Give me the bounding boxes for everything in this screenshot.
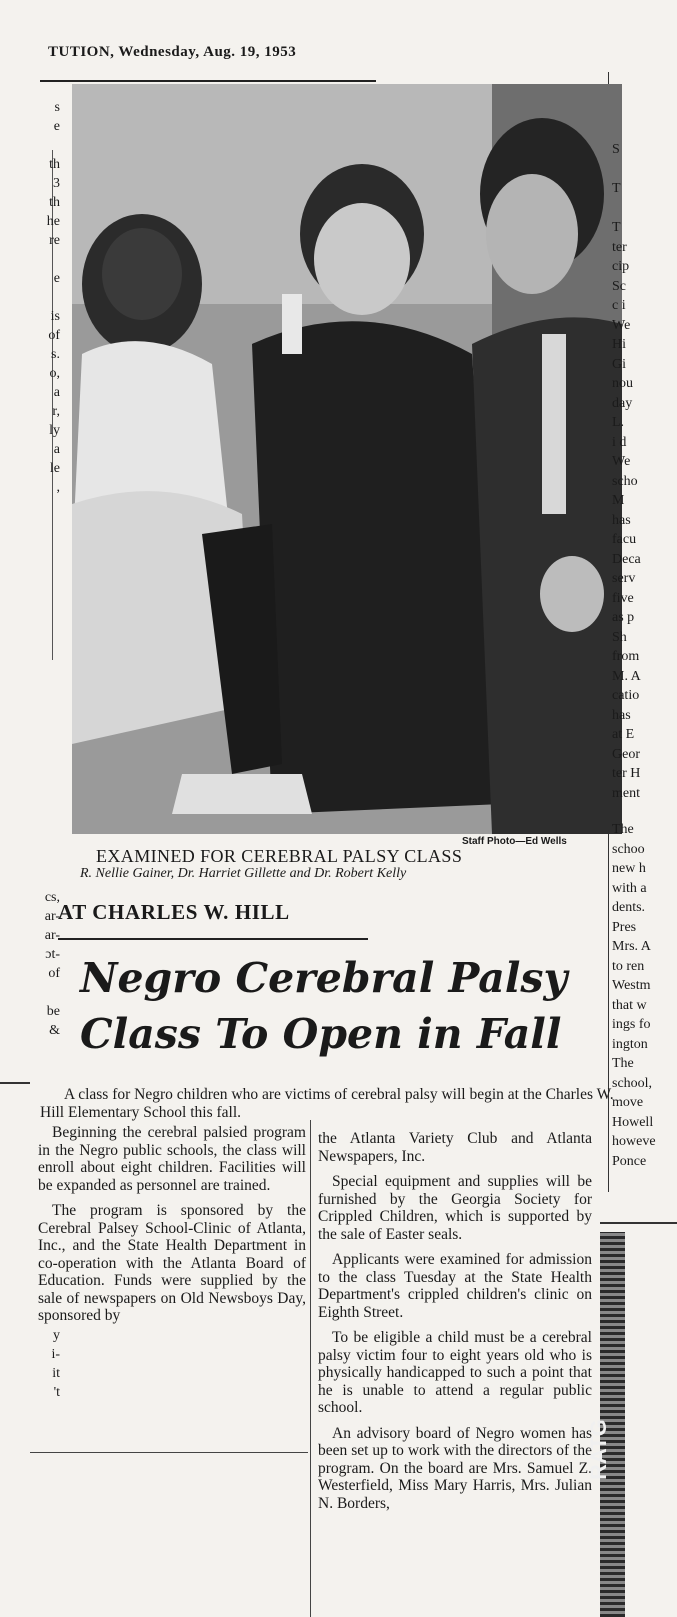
- fragment-line: T: [612, 181, 621, 196]
- fragment-line: it: [52, 1366, 60, 1381]
- fragment-line: T: [612, 220, 621, 235]
- fragment-line: that w: [612, 997, 647, 1013]
- fragment-line: howeve: [612, 1134, 656, 1149]
- fragment-line: ,: [56, 480, 60, 495]
- fragment-line: dents.: [612, 900, 646, 915]
- fragment-line: of: [48, 328, 60, 343]
- fragment-line: has: [612, 512, 631, 528]
- fragment-line: he: [46, 214, 60, 229]
- fragment-line: We: [612, 317, 631, 333]
- article-column-1: [38, 1124, 306, 1333]
- column-end-rule: [30, 1452, 308, 1453]
- fragment-line: catio: [612, 688, 640, 703]
- fragment-line: Mrs. A: [612, 939, 651, 954]
- fragment-line: with a: [612, 880, 647, 896]
- fragment-line: serv: [612, 571, 636, 586]
- paragraph: To be eligible a child must be a cerebral palsy victim four to eight years old who is physically handicapped to such a point that he is unable to attend a regular public school.: [318, 1329, 592, 1416]
- fragment-line: [612, 160, 677, 180]
- fragment-line: cs,: [44, 890, 60, 905]
- fragment-line: s.: [51, 347, 60, 362]
- fragment-line: Geor: [612, 746, 640, 762]
- fragment-line: facu: [612, 532, 637, 547]
- right-fragment-rule: [600, 1222, 677, 1224]
- fragment-line: Deca: [612, 551, 641, 567]
- fragment-line: cip: [612, 259, 630, 274]
- fragment-line: The: [612, 822, 634, 837]
- left-column-fragments-mid: [0, 888, 60, 1040]
- fragment-line: s: [54, 100, 60, 115]
- fragment-line: L.: [612, 415, 625, 430]
- fragment-line: from: [612, 649, 640, 664]
- fragment-line: of: [48, 966, 60, 981]
- fragment-line: th: [49, 157, 60, 172]
- kicker-rule: [58, 938, 368, 940]
- fragment-line: &: [49, 1023, 60, 1038]
- fragment-line: i d: [612, 434, 627, 450]
- dateline-rule: [40, 80, 376, 82]
- fragment-line: [0, 983, 60, 1002]
- left-column-fragments-bottom: [0, 1326, 60, 1402]
- fragment-line: ter: [612, 239, 627, 255]
- fragment-line: Pres: [612, 919, 637, 935]
- fragment-line: be: [46, 1004, 60, 1019]
- fragment-line: day: [612, 395, 633, 411]
- fragment-line: ar-: [44, 928, 60, 943]
- left-column-fragments-top: [0, 98, 60, 497]
- paragraph: The program is sponsored by the Cerebral Palsey School-Clinic of Atlanta, Inc., and the State Health Department in co-operation with the Atlanta Board of Education. Funds were supplied by the sale of newspapers on Old Newsboys Day, sponsored by: [38, 1202, 306, 1324]
- fragment-line: Gi: [612, 356, 626, 372]
- article-column-2: [318, 1130, 592, 1520]
- fragment-line: Westm: [612, 978, 651, 993]
- paragraph: the Atlanta Variety Club and Atlanta Newspapers, Inc.: [318, 1130, 592, 1165]
- headline-line-1: Negro Cerebral Palsy: [80, 954, 568, 1002]
- fragment-line: 3: [53, 176, 60, 191]
- fragment-line: Howell: [612, 1114, 654, 1130]
- photo-illustration: [72, 84, 622, 834]
- fragment-line: as p: [612, 610, 635, 625]
- fragment-line: th: [49, 195, 60, 210]
- fragment-line: [612, 199, 677, 219]
- fragment-line: school,: [612, 1075, 653, 1091]
- fragment-line: 't: [53, 1385, 60, 1400]
- fragment-line: ment: [612, 785, 640, 801]
- column-divider: [310, 1120, 311, 1617]
- fragment-line: [0, 250, 60, 269]
- fragment-line: to ren: [612, 958, 645, 974]
- fragment-line: o,: [49, 366, 60, 381]
- fragment-line: Sc: [612, 278, 626, 294]
- fragment-line: S: [612, 142, 620, 157]
- fragment-line: c i: [612, 298, 626, 313]
- fragment-line: re: [49, 233, 60, 248]
- article-headline: [80, 950, 640, 1062]
- fragment-line: r,: [52, 404, 60, 419]
- fragment-line: The: [612, 1056, 634, 1071]
- fragment-line: new h: [612, 861, 646, 876]
- fragment-line: ings fo: [612, 1017, 651, 1032]
- article-kicker: AT CHARLES W. HILL: [58, 900, 290, 924]
- fragment-line: at E: [612, 727, 635, 742]
- fragment-line: ly: [49, 423, 60, 438]
- fragment-line: ington: [612, 1036, 648, 1052]
- paragraph: An advisory board of Negro women has been set up to work with the directors of the program. On the board are Mrs. Samuel Z. Westerfield, Miss Mary Harris, Mrs. Julian N. Borders,: [318, 1424, 592, 1512]
- fragment-line: M. A: [612, 668, 641, 684]
- fragment-line: y: [53, 1328, 60, 1343]
- fragment-line: e: [53, 271, 60, 286]
- fragment-line: ɔt-: [45, 947, 60, 962]
- paragraph: Beginning the cerebral palsied program in the Negro public schools, the class will enroll about eight children. Facilities will be expanded as personnel are trained.: [38, 1124, 306, 1194]
- fragment-line: Sh: [612, 629, 627, 645]
- right-column-fragments-bottom: [612, 820, 677, 1171]
- headline-line-2: Class To Open in Fall: [80, 1010, 562, 1058]
- fragment-line: [0, 136, 60, 155]
- photo-caption-names: R. Nellie Gainer, Dr. Harriet Gillette and Dr. Robert Kelly: [80, 866, 407, 881]
- dateline: TUTION, Wednesday, Aug. 19, 1953: [48, 44, 297, 60]
- paragraph: Applicants were examined for admission to the class Tuesday at the State Health Department's crippled children's clinic on Eighth Street.: [318, 1251, 592, 1321]
- paragraph: Special equipment and supplies will be furnished by the Georgia Society for Crippled Children, which is supported by the sale of Easter seals.: [318, 1173, 592, 1243]
- fragment-line: M: [612, 493, 625, 508]
- article-deck: A class for Negro children who are victims of cerebral palsy will begin at the Charles W. Hill Elementary School this fall.: [40, 1086, 614, 1121]
- fragment-line: scho: [612, 473, 638, 489]
- fragment-line: a: [53, 442, 60, 457]
- fragment-line: Hi: [612, 337, 626, 352]
- fragment-line: ter H: [612, 766, 641, 781]
- fragment-line: [0, 288, 60, 307]
- fragment-line: move: [612, 1095, 644, 1110]
- fragment-line: e: [53, 119, 60, 134]
- right-column-fragments-top: [612, 140, 677, 803]
- fragment-line: a: [53, 385, 60, 400]
- fragment-line: le: [49, 461, 60, 476]
- news-photo: [72, 84, 622, 834]
- adjacent-ad-text: RATG: [586, 1419, 611, 1480]
- fragment-line: schoo: [612, 841, 645, 857]
- photo-caption-title: EXAMINED FOR CEREBRAL PALSY CLASS: [96, 846, 463, 866]
- fragment-line: has: [612, 707, 631, 723]
- fragment-line: five: [612, 590, 634, 606]
- fragment-line: We: [612, 454, 631, 469]
- fragment-line: nou: [612, 376, 633, 391]
- photo-credit: Staff Photo—Ed Wells: [462, 836, 567, 847]
- fragment-line: is: [50, 309, 60, 324]
- left-fragment-rule: [0, 1082, 30, 1084]
- fragment-line: i-: [51, 1347, 60, 1362]
- fragment-line: ar-: [44, 909, 60, 924]
- fragment-line: Ponce: [612, 1153, 647, 1169]
